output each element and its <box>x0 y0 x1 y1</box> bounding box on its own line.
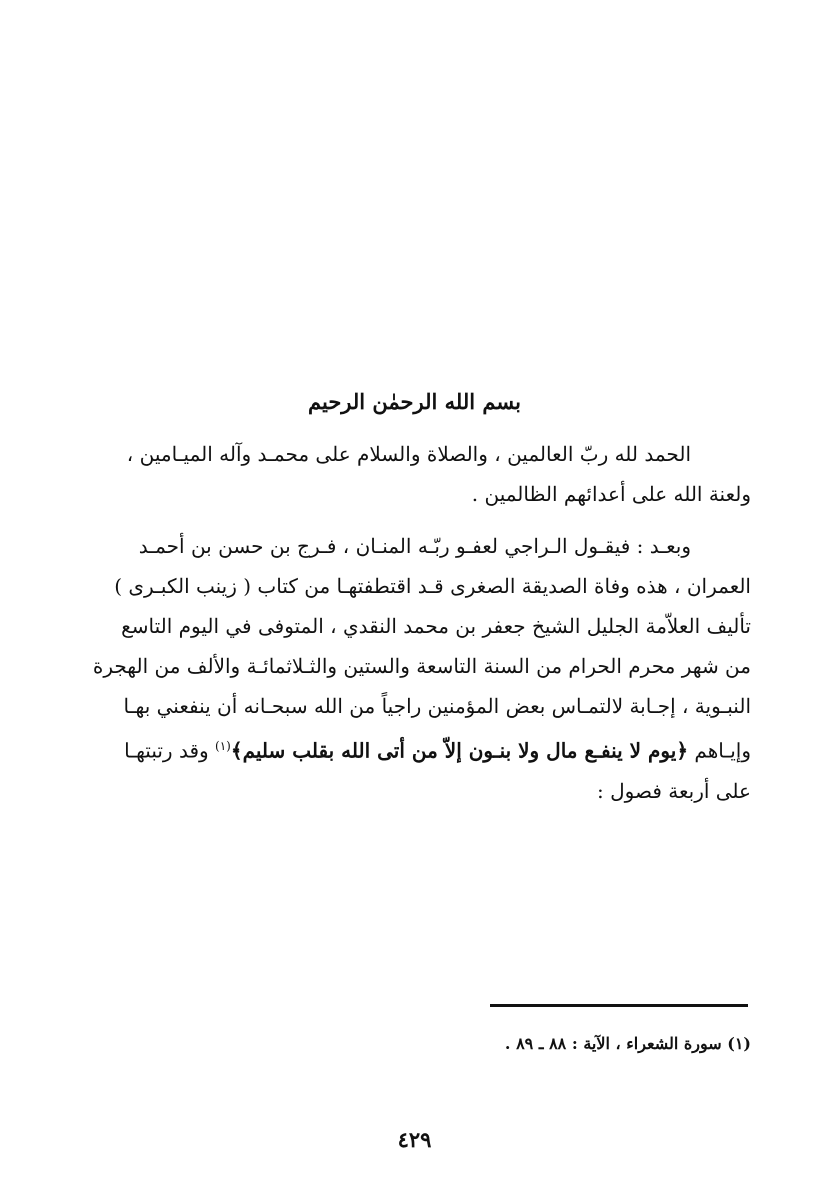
body-line-6-end: وقد رتبتهـا <box>124 738 216 763</box>
footnote: (١) سورة الشعراء ، الآية : ٨٨ ـ ٨٩ . <box>504 1034 751 1053</box>
body-paragraph <box>82 526 751 811</box>
page-number: ٤٢٩ <box>397 1127 432 1152</box>
footnote-reference: (١) <box>215 739 231 753</box>
body-line-5: النبـوية ، إجـابة لالتمـاس بعض المؤمنين راجياً من الله سبحـانه أن ينفعني بهـا <box>123 694 751 718</box>
quran-quote: ﴿يوم لا ينفـع مال ولا بنـون إلاّ من أتى الله بقلب سليم﴾ <box>230 738 689 763</box>
body-line-4: من شهر محرم الحرام من السنة التاسعة والستين والثـلاثمائـة والألف من الهجرة <box>92 654 751 678</box>
body-line-1: وبعـد : فيقـول الـراجي لعفـو ربّـه المنـان ، فـرج بن حسن بن أحمـد <box>138 534 691 558</box>
intro-line-1: الحمد لله ربّ العالمين ، والصلاة والسلام على محمـد وآله الميـامين ، <box>126 442 691 466</box>
footnote-divider <box>490 1004 748 1007</box>
body-line-2: العمران ، هذه وفاة الصديقة الصغرى قـد اقتطفتهـا من كتاب ( زينب الكبـرى ) <box>114 574 751 598</box>
body-line-7: على أربعة فصول : <box>597 778 751 803</box>
body-line-6-start: وإيـاهم <box>688 738 751 763</box>
body-line-3: تأليف العلاّمة الجليل الشيخ جعفر بن محمد النقدي ، المتوفى في اليوم التاسع <box>121 614 751 638</box>
basmala-heading: بسم الله الرحمٰن الرحيم <box>308 389 521 414</box>
body-line-6 <box>82 726 751 771</box>
intro-line-2: ولعنة الله على أعدائهم الظالمين . <box>471 482 751 506</box>
intro-paragraph <box>82 434 751 514</box>
